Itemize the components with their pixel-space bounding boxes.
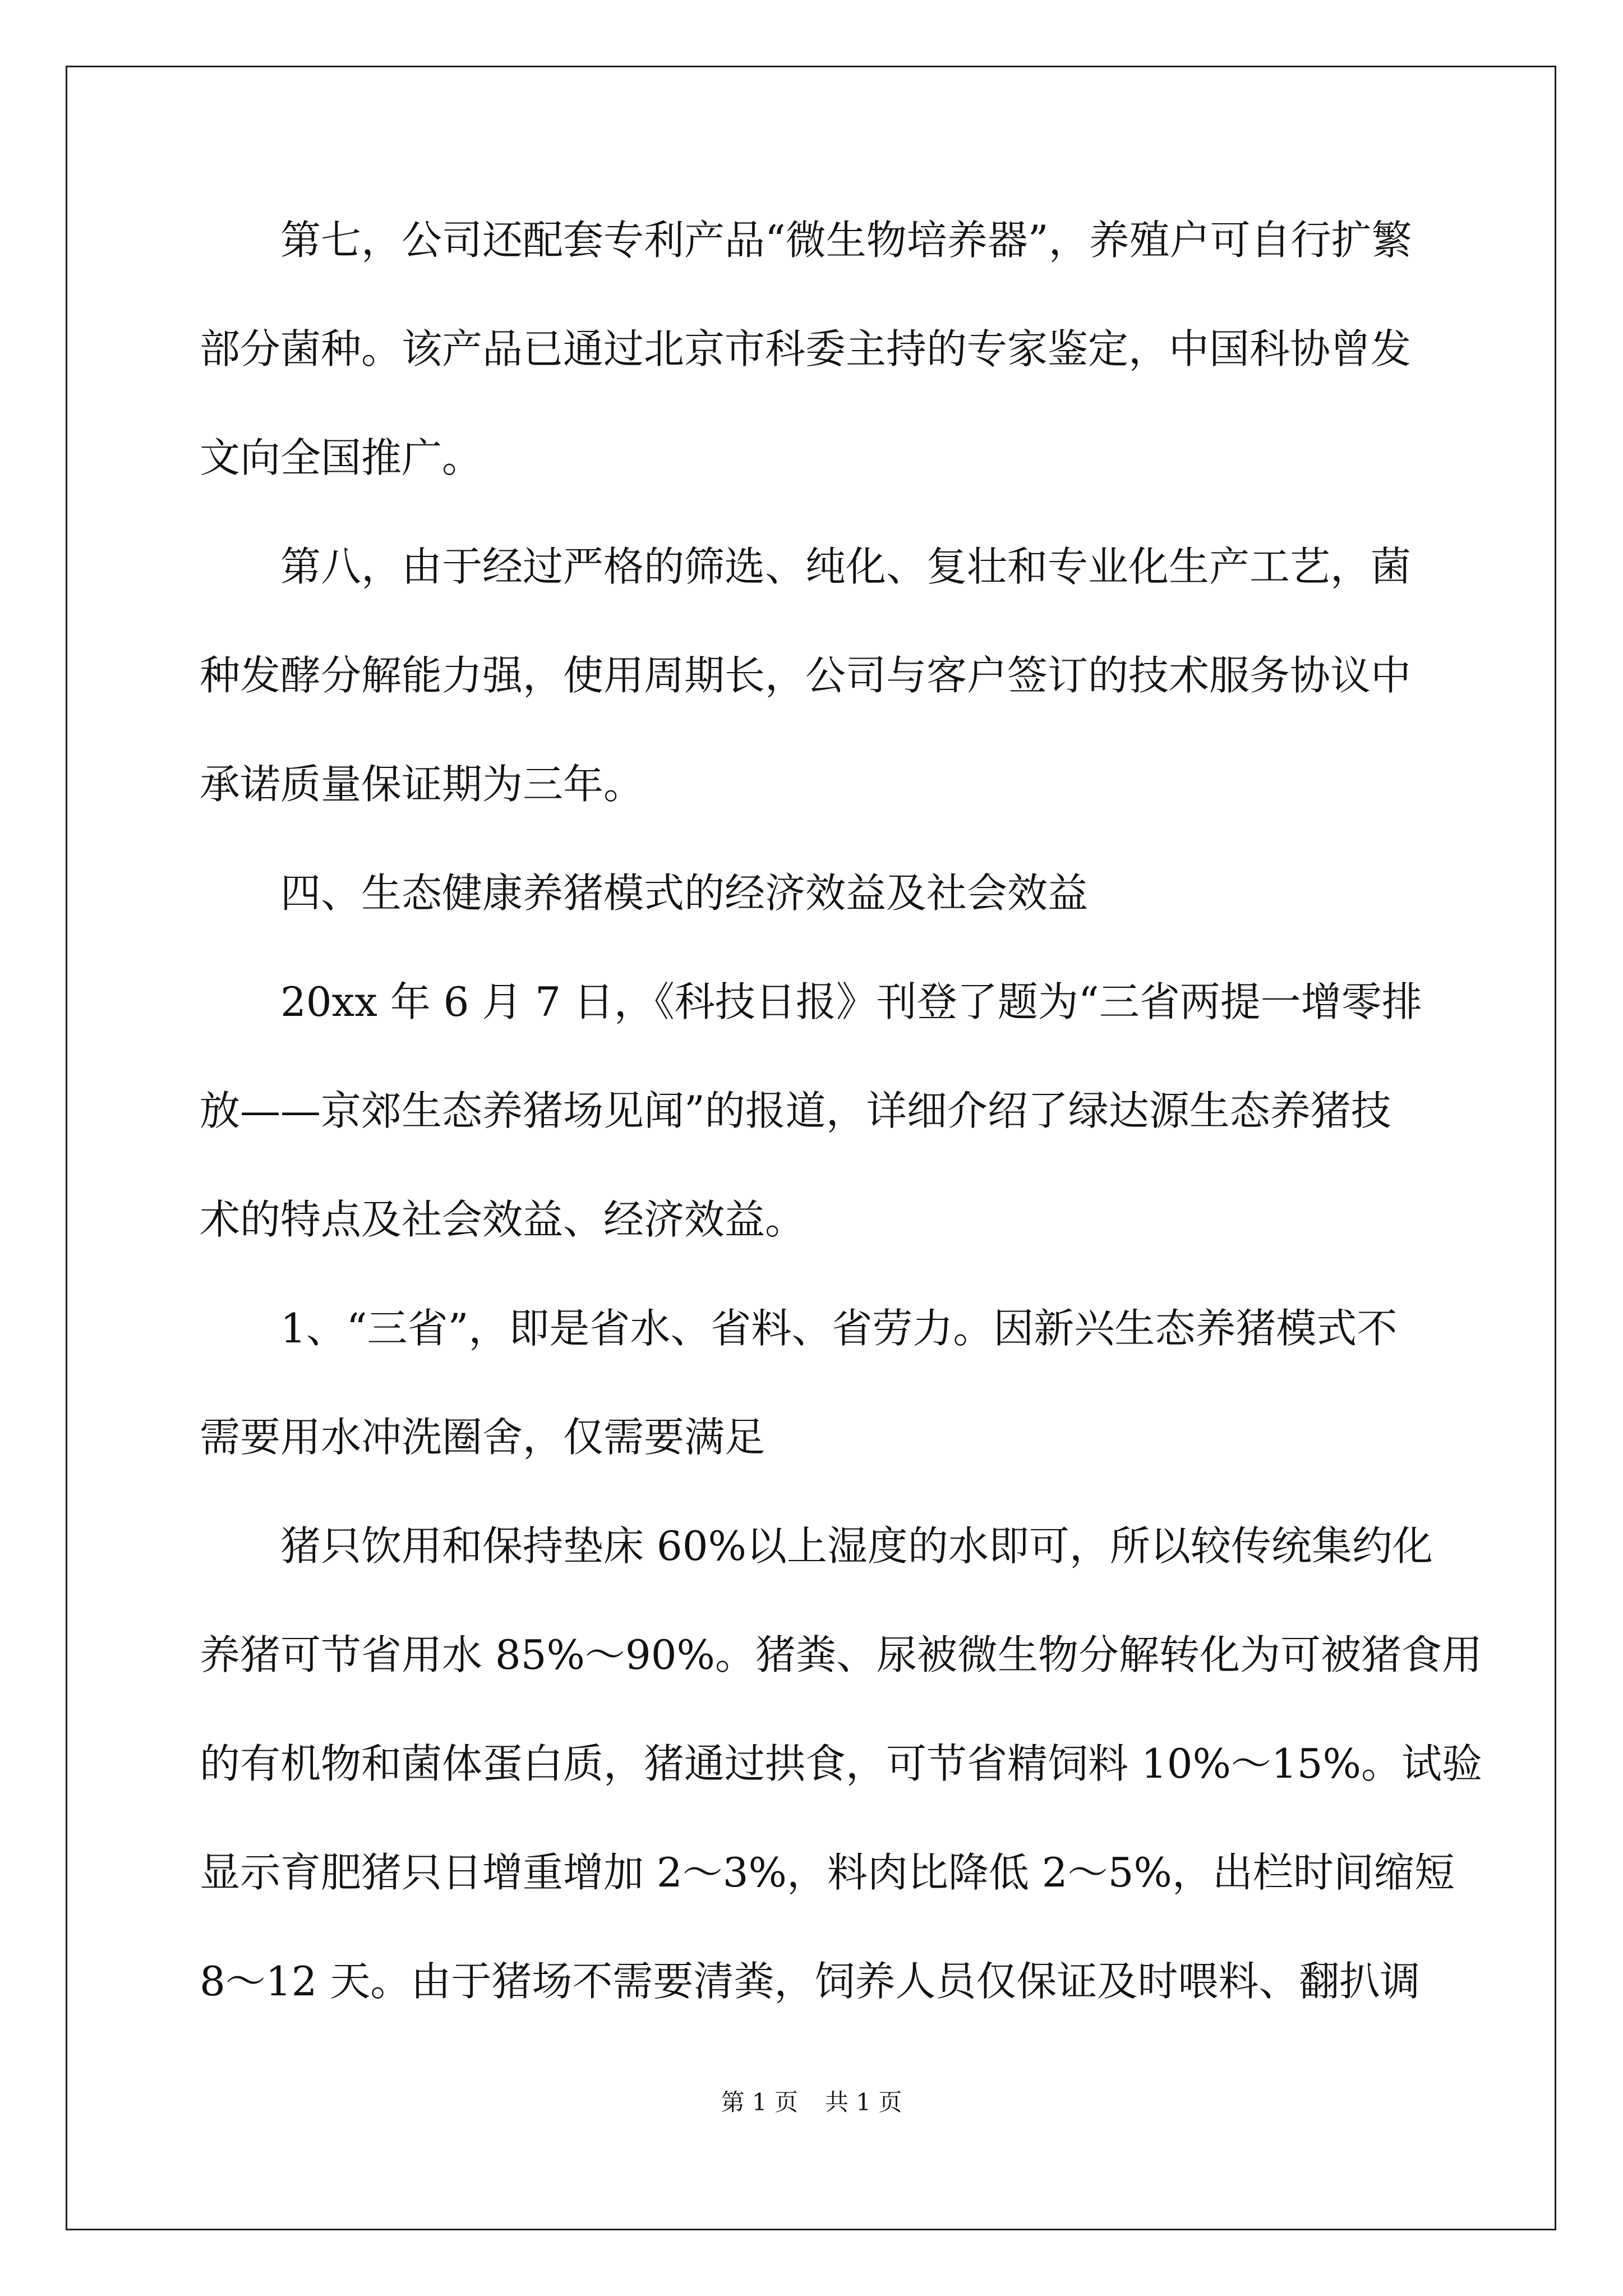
text-line-10: 术的特点及社会效益、经济效益。 (200, 1196, 806, 1243)
text-line-8: 20xx 年 6 月 7 日，《科技日报》刊登了题为“三省两提一增零排 (200, 978, 1422, 1025)
text-line-5: 种发酵分解能力强，使用周期长，公司与客户签订的技术服务协议中 (200, 652, 1412, 699)
text-line-17: 8～12 天。由于猪场不需要清粪，饲养人员仅保证及时喂料、翻扒调 (200, 1958, 1421, 2005)
page-number: 第 1 页 (721, 2088, 798, 2116)
text-line-16: 显示育肥猪只日增重增加 2～3%，料肉比降低 2～5%，出栏时间缩短 (200, 1849, 1455, 1896)
section-heading: 四、生态健康养猪模式的经济效益及社会效益 (200, 869, 1089, 917)
text-line-3: 文向全国推广。 (200, 434, 483, 481)
text-line-2: 部分菌种。该产品已通过北京市科委主持的专家鉴定，中国科协曾发 (200, 325, 1412, 372)
text-line-11: 1、“三省”，即是省水、省料、省劳力。因新兴生态养猪模式不 (200, 1305, 1398, 1352)
text-line-14: 养猪可节省用水 85%～90%。猪粪、尿被微生物分解转化为可被猪食用 (200, 1631, 1482, 1678)
page-footer (0, 2086, 1623, 2119)
text-line-9: 放——京郊生态养猪场见闻”的报道，详细介绍了绿达源生态养猪技 (200, 1087, 1391, 1134)
page-border (66, 66, 1556, 2230)
text-line-1: 第七，公司还配套专利产品“微生物培养器”，养殖户可自行扩繁 (200, 217, 1412, 264)
text-line-13: 猪只饮用和保持垫床 60%以上湿度的水即可，所以较传统集约化 (200, 1522, 1433, 1570)
text-line-15: 的有机物和菌体蛋白质，猪通过拱食，可节省精饲料 10%～15%。试验 (200, 1740, 1482, 1787)
text-line-6: 承诺质量保证期为三年。 (200, 761, 644, 808)
page-total: 共 1 页 (825, 2088, 902, 2116)
text-line-4: 第八，由于经过严格的筛选、纯化、复壮和专业化生产工艺，菌 (200, 543, 1412, 590)
text-line-12: 需要用水冲洗圈舍，仅需要满足 (200, 1414, 766, 1461)
